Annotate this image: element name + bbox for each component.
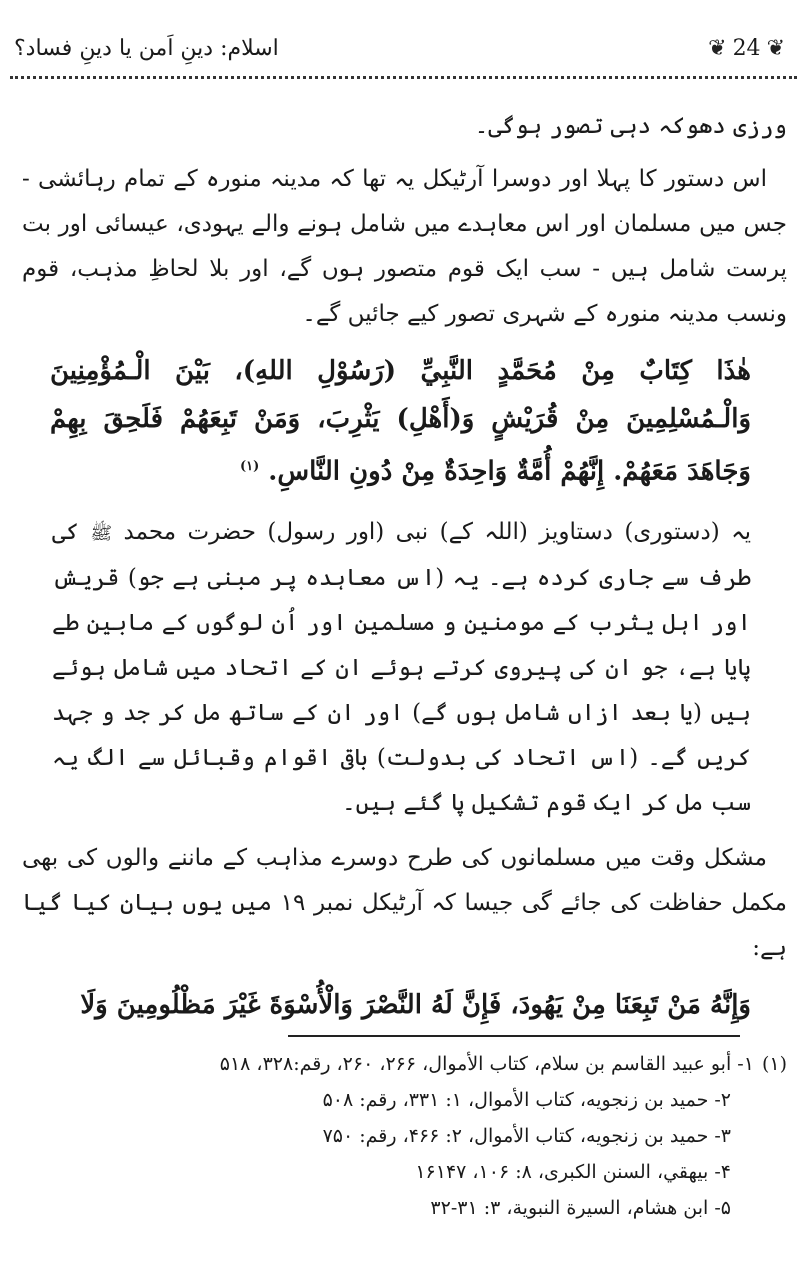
footnote-line: (۱)۱- أبو عبيد القاسم بن سلام، كتاب الأموال، ۲۶۶، ۲۶۰، رقم:۳۲۸، ۵۱۸ — [219, 1053, 787, 1075]
page-body — [22, 104, 787, 1043]
arabic-quote-2: وَإِنَّهُ مَنْ تَبِعَنَا مِنْ يَهُودَ، فَإِنَّ لَهُ النَّصْرَ وَالْأُسْوَةَ غَيْرَ مَظْلُومِينَ وَلَا — [80, 989, 751, 1020]
footnote-line: ۴- بيهقي، السنن الكبرى، ۸: ۱۰۶، ۱۶۱۴۷ — [415, 1161, 731, 1183]
arabic-quote-1 — [50, 347, 751, 496]
footnote-divider — [288, 1035, 740, 1037]
page-header — [10, 30, 797, 74]
page-number-block — [708, 36, 785, 61]
header-divider — [10, 76, 797, 79]
page-number: 24 — [732, 36, 761, 61]
footnote-line: ۳- حميد بن زنجويه، كتاب الأموال، ۲: ۴۶۶، رقم: ۷۵۰ — [322, 1125, 731, 1147]
paragraph-continued: ورزی دھوکہ دہی تصور ہوگی۔ — [474, 113, 787, 139]
translation-part-b: کی طرف سے جاری کردہ ہے۔ یہ (اس معاہدہ پر مبنی ہے جو) قریش اور اہل یثرب کے مومنین و مسلمین اور اُن لوگوں کے مابین طے پایا ہے، جو ان کی پیروی کرتے ہوئے ان کے اتحاد میں شامل ہوئے ہیں (یا بعد ازاں شامل ہوں گے) اور ان کے ساتھ مل کر جد و جہد کریں گے۔ (اس اتحاد کی بدولت) باقی اقوام وقبائل سے الگ یہ سب مل کر ایک قوم تشکیل پا گئے ہیں۔ — [52, 518, 751, 816]
honorific-icon: ﷺ — [90, 522, 113, 544]
translation-paragraph — [52, 510, 751, 826]
footnote-reference: (۱) — [239, 459, 260, 474]
paragraph-article-19: مشکل وقت میں مسلمانوں کی طرح دوسرے مذاہب کے ماننے والوں کی بھی مکمل حفاظت کی جائے گی جیسا کہ آرٹیکل نمبر ۱۹ میں یوں بیان کیا گیا ہے: — [22, 844, 787, 961]
footnote-line: ۲- حميد بن زنجويه، كتاب الأموال، ۱: ۳۳۱، رقم: ۵۰۸ — [322, 1089, 731, 1111]
paragraph-articles: اس دستور کا پہلا اور دوسرا آرٹیکل یہ تھا کہ مدینہ منورہ کے تمام رہائشی - جس میں مسلمان اور اس معاہدے میں شامل ہونے والے یہودی، عیسائی اور بت پرست شامل ہیں - سب ایک قوم متصور ہوں گے، اور بلا لحاظِ مذہب، قوم ونسب مدینہ منورہ کے شہری تصور کیے جائیں گے۔ — [22, 166, 787, 327]
arabic-quote-1-text: هٰذَا كِتَابٌ مِنْ مُحَمَّدٍ النَّبِيِّ (رَسُوْلِ اللهِ)، بَيْنَ الْـمُؤْمِنِينَ وَالْـمُسْلِمِينَ مِنْ قُرَيْشٍ وَ(أَهْلِ) يَثْرِبَ، وَمَنْ تَبِعَهُمْ فَلَحِقَ بِهِمْ وَجَاهَدَ مَعَهُمْ. إِنَّهُمْ أُمَّةٌ وَاحِدَةٌ مِنْ دُونِ النَّاسِ. — [50, 356, 751, 487]
translation-part-a: یہ (دستوری) دستاویز (اللہ کے) نبی (اور رسول) حضرت محمد — [123, 518, 752, 545]
footnotes — [40, 1046, 787, 1226]
footnote-mark: (۱) — [761, 1053, 787, 1075]
footnote-line: ۵- ابن هشام، السيرة النبوية، ۳: ۳۱-۳۲ — [430, 1197, 731, 1219]
ornament-left-icon: ❦ — [708, 36, 727, 61]
running-title: اسلام: دینِ اَمن یا دینِ فساد؟ — [14, 36, 279, 61]
ornament-right-icon: ❦ — [766, 36, 785, 61]
